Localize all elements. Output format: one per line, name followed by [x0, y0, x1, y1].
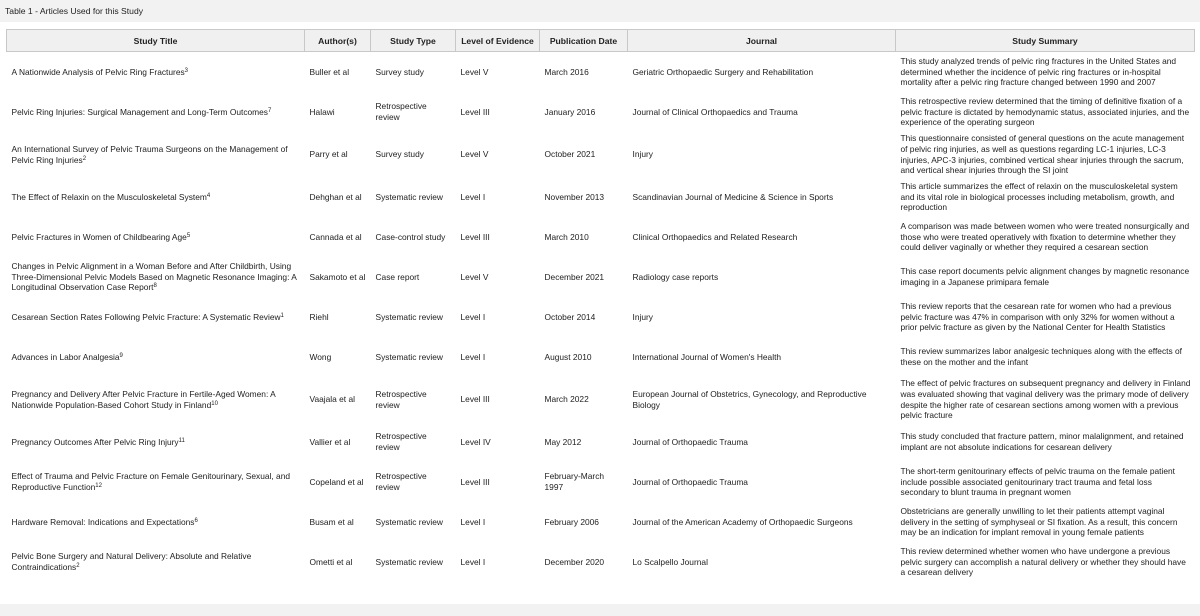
- cell-study-summary: A comparison was made between women who were treated nonsurgically and those who were treated operatively with fixation to determine whether they could deliver vaginally or whether they required a cesarean section: [900, 221, 1190, 253]
- cell-level-of-evidence: Level IV: [460, 436, 491, 447]
- study-title-text: The Effect of Relaxin on the Musculoskeletal System: [11, 191, 207, 202]
- cell-authors: Copeland et al: [309, 476, 364, 487]
- study-title-text: An International Survey of Pelvic Trauma Surgeons on the Management of Pelvic Ring Injuries: [11, 143, 288, 165]
- reference-number: 5: [186, 232, 191, 239]
- cell-study-title: [7, 462, 305, 502]
- cell-study-title: [7, 52, 305, 93]
- reference-number: 10: [211, 400, 218, 407]
- bottom-bar: [0, 604, 1200, 616]
- column-header-authors: Author(s): [305, 30, 371, 52]
- table-row: [7, 502, 1195, 542]
- table-body: [7, 52, 1195, 583]
- cell-authors: Dehghan et al: [309, 191, 362, 202]
- cell-authors: Ometti et al: [309, 556, 353, 567]
- cell-study-type: Case report: [375, 271, 420, 282]
- study-title-text: Pelvic Ring Injuries: Surgical Management and Long-Term Outcomes: [11, 106, 268, 117]
- cell-study-type: Systematic review: [375, 556, 443, 567]
- cell-study-type: Systematic review: [375, 351, 443, 362]
- cell-journal: Lo Scalpello Journal: [632, 556, 708, 567]
- table-row: [7, 462, 1195, 502]
- cell-study-summary: The short-term genitourinary effects of pelvic trauma on the female patient include possible associated genitourinary tract trauma and fetal loss secondary to blunt trauma in pregnant women: [900, 466, 1175, 498]
- cell-study-title: [7, 337, 305, 377]
- cell-study-summary: Obstetricians are generally unwilling to let their patients attempt vaginal delivery in the setting of symphyseal or SI fixation. As a result, this concern may be an indication for implant removal in young female patients: [900, 506, 1178, 538]
- cell-study-summary: This review reports that the cesarean rate for women who had a previous pelvic fracture was 47% in comparison with only 32% for women without a prior pelvic fracture as given by the National Center for Health Statistics: [900, 301, 1175, 333]
- column-header-journal: Journal: [628, 30, 896, 52]
- column-header-study-type: Study Type: [371, 30, 456, 52]
- study-title-text: Pregnancy Outcomes After Pelvic Ring Injury: [11, 436, 179, 447]
- cell-study-title: [7, 132, 305, 177]
- cell-journal: Journal of Clinical Orthopaedics and Trauma: [632, 106, 798, 117]
- cell-study-title: [7, 377, 305, 422]
- column-header-publication-date: Publication Date: [540, 30, 628, 52]
- reference-number: 6: [194, 517, 198, 524]
- cell-study-type: Systematic review: [375, 516, 443, 527]
- cell-level-of-evidence: Level V: [460, 149, 489, 160]
- cell-level-of-evidence: Level I: [460, 516, 486, 527]
- cell-study-title: [7, 257, 305, 297]
- cell-journal: Radiology case reports: [632, 271, 719, 282]
- study-title-text: Changes in Pelvic Alignment in a Woman Before and After Childbirth, Using Three-Dimensional Pelvic Models Based on Magnetic Resonance Imaging: A Longitudinal Observation Case Report: [11, 261, 297, 293]
- cell-study-summary: This review summarizes labor analgesic techniques along with the effects of these on the mother and the infant: [900, 346, 1182, 367]
- cell-study-type: Survey study: [375, 66, 424, 77]
- table-row: [7, 377, 1195, 422]
- cell-journal: Geriatric Orthopaedic Surgery and Rehabilitation: [632, 66, 814, 77]
- study-title-text: Cesarean Section Rates Following Pelvic Fracture: A Systematic Review: [11, 311, 281, 322]
- cell-journal: Injury: [632, 311, 653, 322]
- cell-study-type: Retrospective review: [375, 101, 427, 122]
- table-row: [7, 132, 1195, 177]
- cell-level-of-evidence: Level III: [460, 231, 490, 242]
- column-header-study-title: Study Title: [7, 30, 305, 52]
- cell-journal: International Journal of Women's Health: [632, 351, 782, 362]
- reference-number: 12: [95, 483, 102, 489]
- reference-number: 11: [178, 437, 185, 444]
- table-row: [7, 422, 1195, 462]
- cell-study-summary: This article summarizes the effect of relaxin on the musculoskeletal system and its vital role in biological processes including metabolism, growth, and reproduction: [900, 181, 1178, 213]
- column-header-level-of-evidence: Level of Evidence: [456, 30, 540, 52]
- cell-study-title: [7, 177, 305, 217]
- cell-journal: Injury: [632, 149, 653, 160]
- cell-publication-date: March 2016: [544, 66, 589, 77]
- reference-number: 2: [76, 563, 80, 569]
- table-row: [7, 92, 1195, 132]
- cell-study-title: [7, 542, 305, 582]
- articles-table: [6, 29, 1195, 582]
- cell-authors: Vallier et al: [309, 436, 351, 447]
- cell-journal: Journal of Orthopaedic Trauma: [632, 476, 748, 487]
- cell-publication-date: December 2021: [544, 271, 605, 282]
- cell-journal: Journal of Orthopaedic Trauma: [632, 436, 748, 447]
- cell-authors: Busam et al: [309, 516, 354, 527]
- cell-level-of-evidence: Level III: [460, 394, 490, 405]
- reference-number: 4: [206, 192, 211, 199]
- cell-study-type: Systematic review: [375, 311, 443, 322]
- cell-level-of-evidence: Level I: [460, 311, 486, 322]
- cell-publication-date: November 2013: [544, 191, 605, 202]
- cell-study-title: [7, 217, 305, 257]
- cell-publication-date: December 2020: [544, 556, 605, 567]
- cell-study-summary: This retrospective review determined that the timing of definitive fixation of a pelvic fracture is dictated by hemodynamic status, associated injuries, and the experience of the operating surgeon: [900, 96, 1190, 128]
- reference-number: 2: [82, 155, 87, 162]
- cell-study-type: Systematic review: [375, 191, 443, 202]
- cell-publication-date: May 2012: [544, 436, 582, 447]
- table-row: [7, 52, 1195, 93]
- cell-study-type: Survey study: [375, 149, 424, 160]
- cell-study-summary: This study concluded that fracture pattern, minor malalignment, and retained implant are not absolute indications for cesarean delivery: [900, 431, 1184, 452]
- table-caption: Table 1 - Articles Used for this Study: [5, 6, 144, 16]
- cell-publication-date: February 2006: [544, 516, 599, 527]
- cell-authors: Wong: [309, 351, 332, 362]
- reference-number: 1: [280, 312, 284, 319]
- cell-publication-date: February-March 1997: [544, 471, 605, 492]
- cell-level-of-evidence: Level V: [460, 271, 489, 282]
- cell-study-title: [7, 92, 305, 132]
- cell-authors: Riehl: [309, 311, 329, 322]
- cell-level-of-evidence: Level I: [460, 556, 486, 567]
- cell-study-summary: This questionnaire consisted of general questions on the acute management of pelvic ring injuries, as well as questions regarding LC-1 injuries, LC-3 injuries, APC-3 injuries, combined vertical shear injuries through the sacrum, and vertical shear injuries through the SI joint: [900, 133, 1185, 176]
- study-title-text: Pelvic Bone Surgery and Natural Delivery: Absolute and Relative Contraindications: [11, 551, 252, 572]
- cell-level-of-evidence: Level III: [460, 476, 490, 487]
- reference-number: 7: [268, 107, 272, 114]
- cell-level-of-evidence: Level I: [460, 351, 486, 362]
- cell-authors: Halawi: [309, 106, 335, 117]
- cell-study-type: Retrospective review: [375, 431, 427, 452]
- table-row: [7, 217, 1195, 257]
- header-row: [7, 30, 1195, 52]
- cell-authors: Parry et al: [309, 149, 348, 160]
- cell-publication-date: January 2016: [544, 106, 596, 117]
- cell-journal: Journal of the American Academy of Orthopaedic Surgeons: [632, 516, 853, 527]
- table-row: [7, 177, 1195, 217]
- cell-publication-date: March 2010: [544, 231, 589, 242]
- table-row: [7, 257, 1195, 297]
- cell-level-of-evidence: Level I: [460, 191, 486, 202]
- cell-study-summary: This case report documents pelvic alignment changes by magnetic resonance imaging in a Japanese primipara female: [900, 266, 1190, 287]
- cell-study-type: Retrospective review: [375, 388, 427, 410]
- cell-study-title: [7, 502, 305, 542]
- cell-study-type: Case-control study: [375, 231, 446, 242]
- cell-study-summary: This review determined whether women who have undergone a previous pelvic surgery can accomplish a natural delivery or whether they should have a cesarean delivery: [900, 546, 1186, 578]
- cell-level-of-evidence: Level V: [460, 66, 489, 77]
- study-title-text: A Nationwide Analysis of Pelvic Ring Fractures: [11, 66, 185, 77]
- cell-publication-date: August 2010: [544, 351, 592, 362]
- table-row: [7, 542, 1195, 582]
- cell-journal: European Journal of Obstetrics, Gynecology, and Reproductive Biology: [632, 388, 867, 410]
- cell-study-summary: This study analyzed trends of pelvic ring fractures in the United States and determined whether the incidence of pelvic ring fractures or in-hospital mortality after a pelvic ring fracture changed between 1990 and 2007: [900, 56, 1177, 88]
- study-title-text: Advances in Labor Analgesia: [11, 351, 120, 362]
- caption-bar: [0, 0, 1200, 22]
- cell-study-title: [7, 297, 305, 337]
- cell-study-title: [7, 422, 305, 462]
- cell-publication-date: March 2022: [544, 394, 589, 405]
- cell-authors: Cannada et al: [309, 231, 362, 242]
- study-title-text: Effect of Trauma and Pelvic Fracture on Female Genitourinary, Sexual, and Reproductive Function: [11, 471, 291, 492]
- cell-authors: Buller et al: [309, 66, 350, 77]
- cell-publication-date: October 2014: [544, 311, 596, 322]
- cell-authors: Vaajala et al: [309, 394, 355, 405]
- cell-study-summary: The effect of pelvic fractures on subsequent pregnancy and delivery in Finland was evaluated showing that vaginal delivery was the primary mode of delivery despite the higher rate of cesarean sections among women with a previous pelvic fracture: [900, 378, 1191, 421]
- cell-study-type: Retrospective review: [375, 471, 427, 492]
- study-title-text: Pelvic Fractures in Women of Childbearing Age: [11, 231, 187, 242]
- reference-number: 8: [153, 283, 157, 290]
- reference-number: 3: [184, 67, 189, 74]
- cell-journal: Clinical Orthopaedics and Related Research: [632, 231, 798, 242]
- table-row: [7, 297, 1195, 337]
- study-title-text: Pregnancy and Delivery After Pelvic Fracture in Fertile-Aged Women: A Nationwide Population-Based Cohort Study in Finland: [11, 388, 276, 410]
- table-row: [7, 337, 1195, 377]
- cell-journal: Scandinavian Journal of Medicine & Science in Sports: [632, 191, 834, 202]
- cell-authors: Sakamoto et al: [309, 271, 366, 282]
- study-title-text: Hardware Removal: Indications and Expectations: [11, 516, 195, 527]
- column-header-study-summary: Study Summary: [896, 30, 1195, 52]
- cell-publication-date: October 2021: [544, 149, 596, 160]
- reference-number: 9: [119, 352, 123, 359]
- cell-level-of-evidence: Level III: [460, 106, 490, 117]
